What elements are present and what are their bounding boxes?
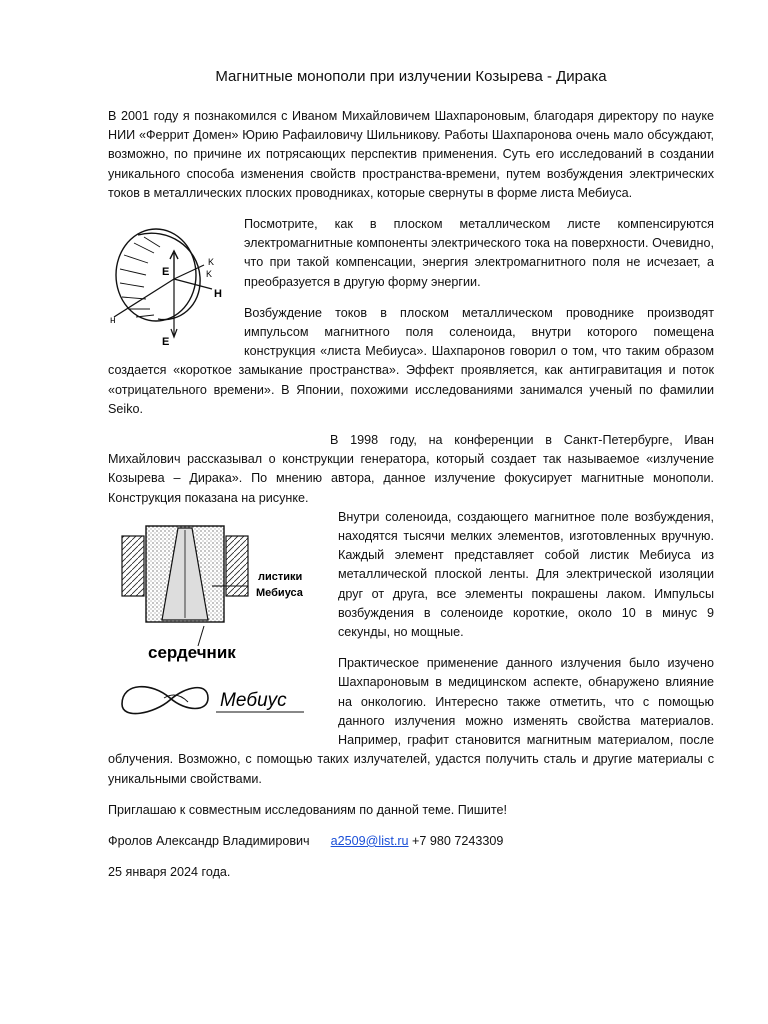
fig2-label-core: сердечник — [148, 642, 236, 662]
paragraph-solenoid: Внутри соленоида, создающего магнитное поле возбуждения, находятся тысячи мелких элементов, изготовленных вручную. Каждый элемент представляет собой листик Мебиуса из металлической плоской ленты. Для электрической изоляции друг от друга, все элементы покрашены лаком. Импульсы возбуждения в соленоиде короткие, около 10 в минус 9 секунды, но мощные. — [338, 509, 714, 640]
mobius-field-diagram — [108, 217, 234, 347]
fig2-label-mobius: Мебиус — [220, 689, 287, 711]
author-name: Фролов Александр Владимирович — [108, 833, 310, 848]
paragraph-generator-intro — [108, 431, 714, 508]
document-page — [108, 66, 714, 894]
signature-line — [108, 832, 714, 851]
generator-construction-diagram — [108, 522, 330, 734]
fig1-label-k1: K — [208, 257, 215, 268]
solenoid-right-coil — [226, 536, 248, 596]
paragraph-compensation: Посмотрите, как в плоском металлическом листе компенсируются электромагнитные компоненты электрического тока на поверхности. Очевидно, что при такой компенсации, энергия электромагнитного поля не исчезает, а преобразуется в другую форму энергии. — [244, 217, 714, 289]
generator-text: В 1998 году, на конференции в Санкт-Петербурге, Иван Михайлович рассказывал о конструкции генератора, который создает так называемое «излучение Козырева – Дирака». По мнению автора, данное излучение фокусирует магнитные монополи. Конструкция показана на рисунке. — [108, 433, 714, 505]
h-vector-left — [114, 279, 174, 317]
fig1-label-k2: K — [206, 269, 213, 280]
fig1-label-h-left: н — [110, 315, 116, 327]
mobius-loop-sketch — [122, 687, 208, 714]
generator-text-indent — [108, 431, 330, 445]
h-vector-right — [174, 279, 212, 289]
fig1-label-e-bottom: E — [162, 336, 170, 348]
paragraph-intro: В 2001 году я познакомился с Иваном Михайловичем Шахпароновым, благодаря директору по науке НИИ «Феррит Домен» Юрию Рафаиловичу Шильникову. Работы Шахпаронова очень мало обсуждают, возможно, по причине их потрясающих перспектив применения. Суть его исследований в создании уникального способа изменения свойств пространства-времени, путем возбуждения электрических токов в металлических плоских проводниках, которые свернуты в форме листа Мебиуса. — [108, 109, 714, 200]
paragraph-excitation: Возбуждение токов в плоском металлическом проводнике производят импульсом магнитного поля соленоида, внутри которого помещена конструкция «листа Мебиуса». Шахпаронов говорил о том, что таким образом создается «короткое замыкание пространства». Эффект проявляется, как антигравитация и поток «отрицательного времени». В Японии, похожими исследованиями занимался ученый по фамилии Seiko. — [108, 305, 714, 416]
author-email-link[interactable]: a2509@list.ru — [330, 833, 409, 848]
paragraph-invitation: Приглашаю к совместным исследованиям по данной теме. Пишите! — [108, 802, 508, 817]
solenoid-left-coil — [122, 536, 144, 596]
mobius-outer-shape — [116, 229, 196, 321]
fig2-label-leaves-2: Мебиуса — [256, 586, 303, 599]
document-date: 25 января 2024 года. — [108, 865, 231, 880]
fig1-label-e-top: E — [162, 266, 170, 279]
author-phone: +7 980 7243309 — [412, 833, 504, 848]
fig2-label-leaves-1: листики — [258, 570, 303, 583]
fig1-label-h-right: H — [214, 288, 222, 301]
paragraph-application: Практическое применение данного излучения было изучено Шахпароновым в медицинском аспекте, обнаружено влияние на онкологию. Интересно также отметить, что с помощью данного излучения можно изменять свойства материалов. Например, графит становится магнитным материалом, после облучения. Возможно, с помощью таких излучателей, удастся получить сталь и другие материалы с уникальными свойствами. — [108, 656, 714, 786]
page-title: Магнитные монополи при излучении Козырева - Дирака — [215, 68, 607, 85]
